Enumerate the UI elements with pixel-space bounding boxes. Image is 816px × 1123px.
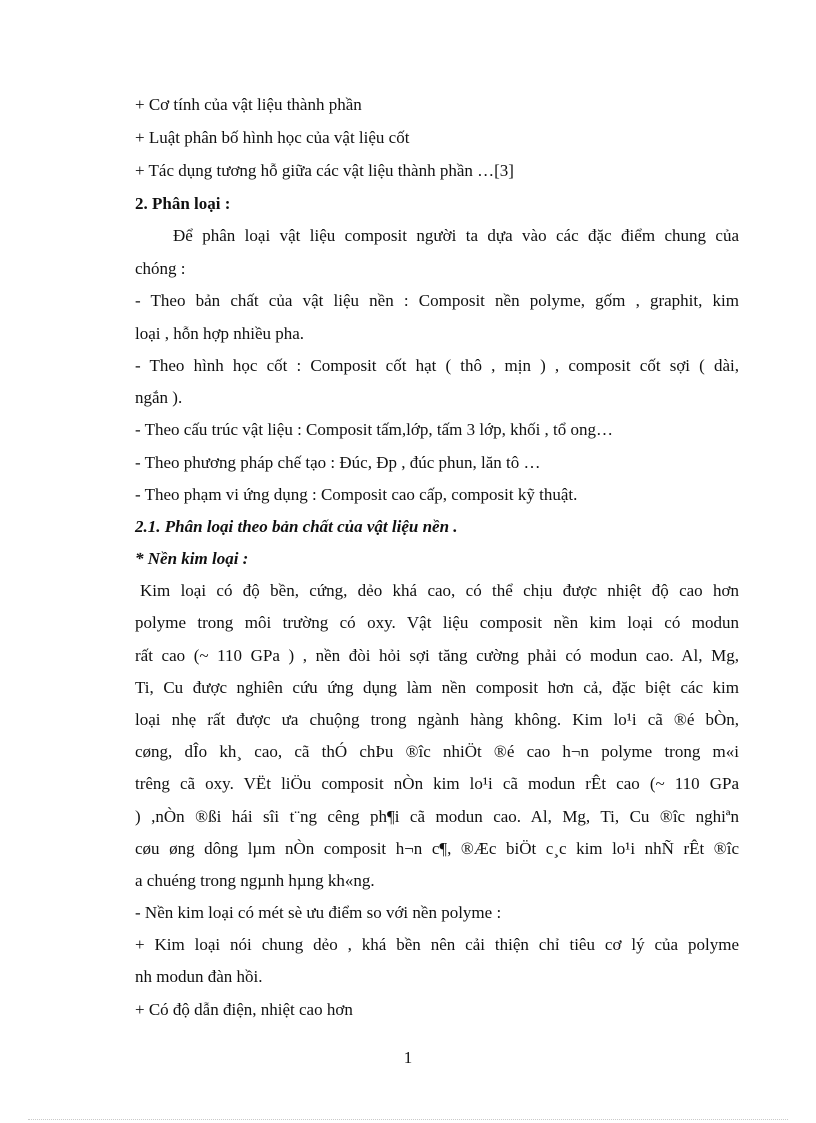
text-line: rất cao (~ 110 GPa ) , nền đòi hỏi sợi tăng cường phải có modun cao. Al, Mg, xyxy=(135,646,739,665)
text-line: - Theo phạm vi ứng dụng : Composit cao cấp, composit kỹ thuật. xyxy=(135,485,578,504)
text-line: chóng : xyxy=(135,259,186,278)
text-line: - Nền kim loại có mét sè ưu điểm so với nền polyme : xyxy=(135,903,502,922)
subsection-subheading: * Nền kim loại : xyxy=(135,549,249,568)
text-line: + Cơ tính của vật liệu thành phần xyxy=(135,95,362,114)
text-line: cøng, dÎo kh¸ cao, cã thÓ chÞu ®îc nhiÖt ®é cao h¬n polyme trong m«i xyxy=(135,742,739,761)
page-number: 1 xyxy=(403,1048,413,1067)
page-bottom-divider xyxy=(28,1119,788,1120)
text-line: + Có độ dẫn điện, nhiệt cao hơn xyxy=(135,1000,353,1019)
text-line: polyme trong môi trường có oxy. Vật liệu composit nền kim loại có modun xyxy=(135,613,739,632)
text-line: - Theo bản chất của vật liệu nền : Composit nền polyme, gốm , graphit, kim xyxy=(135,291,739,310)
text-line: - Theo hình học cốt : Composit cốt hạt ( thô , mịn ) , composit cốt sợi ( dài, xyxy=(135,356,739,375)
text-line: + Luật phân bố hình học của vật liệu cốt xyxy=(135,128,410,147)
text-line: + Kim loại nói chung dẻo , khá bền nên cải thiện chỉ tiêu cơ lý của polyme xyxy=(135,935,739,954)
text-line: trêng cã oxy. VËt liÖu composit nÒn kim lo¹i cã modun rÊt cao (~ 110 GPa xyxy=(135,774,739,793)
text-line: Để phân loại vật liệu composit người ta dựa vào các đặc điểm chung của xyxy=(173,226,739,245)
text-line: loại nhẹ rất được ưa chuộng trong ngành hàng không. Kim lo¹i cã ®é bÒn, xyxy=(135,710,739,729)
text-line: loại , hỗn hợp nhiều pha. xyxy=(135,324,305,343)
text-line: - Theo cấu trúc vật liệu : Composit tấm,lớp, tấm 3 lớp, khối , tổ ong… xyxy=(135,420,614,439)
text-line: cøu øng dông lµm nÒn composit h¬n c¶, ®Æc biÖt c¸c kim lo¹i nhÑ rÊt ®îc xyxy=(135,839,739,858)
text-line: - Theo phương pháp chế tạo : Đúc, Đp , đúc phun, lăn tô … xyxy=(135,453,541,472)
text-line: ngắn ). xyxy=(135,388,183,407)
subsection-heading: 2.1. Phân loại theo bản chất của vật liệu nền . xyxy=(135,517,458,536)
text-line: Kim loại có độ bền, cứng, dẻo khá cao, có thể chịu được nhiệt độ cao hơn xyxy=(140,581,739,600)
text-line: Ti, Cu được nghiên cứu ứng dụng làm nền composit hơn cả, đặc biệt các kim xyxy=(135,678,739,697)
text-line: ) ,nÒn ®ßi hái sîi t¨ng cêng ph¶i cã modun cao. Al, Mg, Ti, Cu ®îc nghiªn xyxy=(135,807,739,826)
section-heading: 2. Phân loại : xyxy=(135,194,231,213)
text-line: + Tác dụng tương hỗ giữa các vật liệu thành phần …[3] xyxy=(135,161,514,180)
text-line: a chuéng trong ngµnh hµng kh«ng. xyxy=(135,871,375,890)
text-line: nh modun đàn hồi. xyxy=(135,967,263,986)
